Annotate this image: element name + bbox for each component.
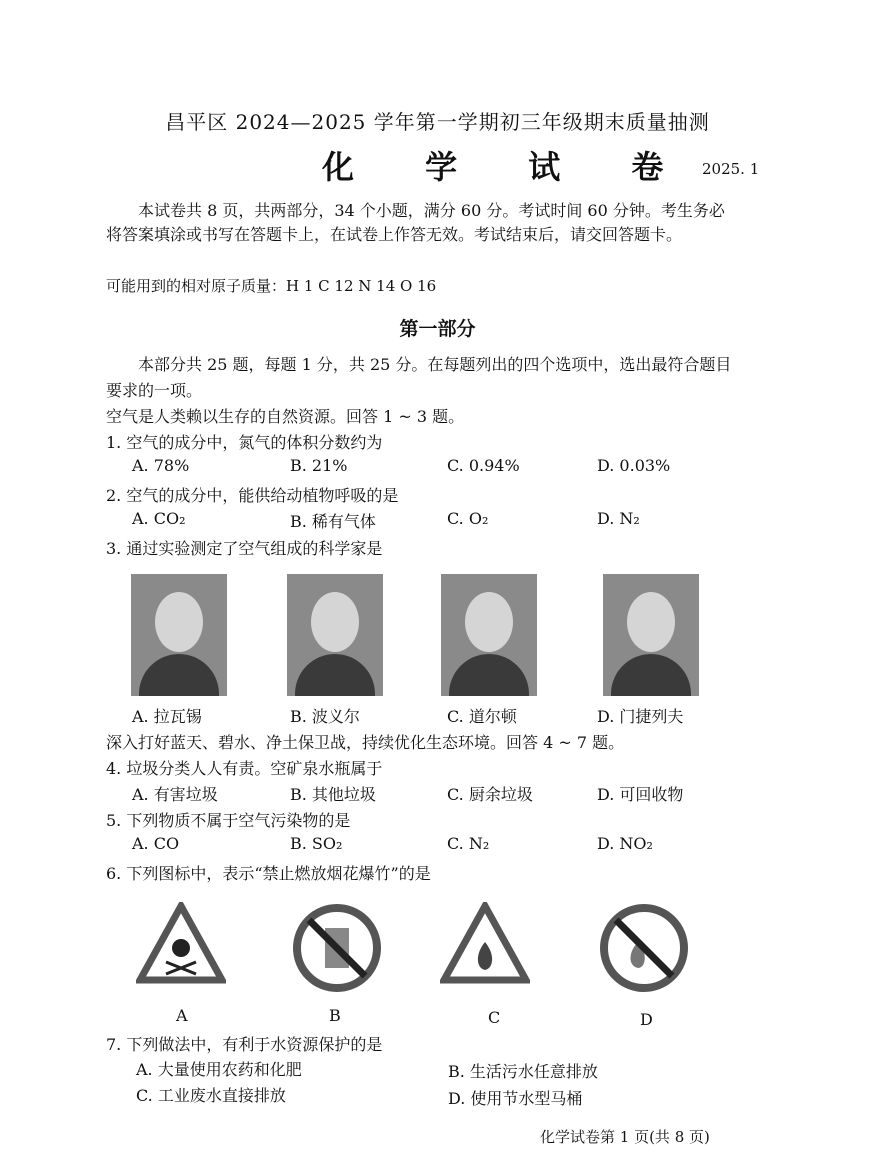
sign-label-a: A: [176, 1006, 188, 1025]
q4-option-c: C. 厨余垃圾: [447, 785, 533, 804]
q7-stem: 7. 下列做法中，有利于水资源保护的是: [106, 1035, 383, 1054]
toxic-warning-sign: [136, 902, 226, 984]
sign-label-b: B: [329, 1006, 341, 1025]
no-open-flame-sign: [598, 902, 690, 994]
q5-option-a: A. CO: [132, 834, 180, 853]
q2-option-c: C. O₂: [447, 509, 489, 528]
skull-icon: [172, 939, 190, 957]
page-footer: 化学试卷第 1 页(共 8 页): [540, 1128, 710, 1146]
q4-stem: 4. 垃圾分类人人有责。空矿泉水瓶属于: [106, 759, 383, 778]
q3-option-a: A. 拉瓦锡: [132, 707, 202, 726]
exam-date: 2025. 1: [702, 160, 760, 178]
q7-option-c: C. 工业废水直接排放: [136, 1086, 286, 1105]
portrait-lavoisier: [131, 574, 227, 696]
q1-option-c: C. 0.94%: [447, 456, 520, 475]
intro-line-1: 本试卷共 8 页，共两部分，34 个小题，满分 60 分。考试时间 60 分钟。考生务必: [138, 201, 725, 220]
q2-option-b: B. 稀有气体: [290, 512, 376, 531]
q3-option-b: B. 波义尔: [290, 707, 360, 726]
q3-stem: 3. 通过实验测定了空气组成的科学家是: [106, 539, 383, 558]
q7-option-a: A. 大量使用农药和化肥: [136, 1060, 302, 1079]
subject-title: 化 学 试 卷: [322, 148, 694, 186]
no-fireworks-sign: [291, 902, 383, 994]
flammable-warning-sign: [440, 902, 530, 984]
part-one-desc-2: 要求的一项。: [106, 381, 203, 400]
q5-option-c: C. N₂: [447, 834, 490, 853]
q6-stem: 6. 下列图标中，表示“禁止燃放烟花爆竹”的是: [106, 864, 431, 883]
q2-option-a: A. CO₂: [132, 509, 186, 528]
portrait-mendeleev: [603, 574, 699, 696]
q1-option-d: D. 0.03%: [597, 456, 671, 475]
portrait-dalton: [441, 574, 537, 696]
q4-option-b: B. 其他垃圾: [290, 785, 376, 804]
q2-option-d: D. N₂: [597, 509, 640, 528]
q5-stem: 5. 下列物质不属于空气污染物的是: [106, 811, 351, 830]
portrait-boyle: [287, 574, 383, 696]
q1-stem: 1. 空气的成分中，氮气的体积分数约为: [106, 433, 383, 452]
q5-option-d: D. NO₂: [597, 834, 653, 853]
q3-option-d: D. 门捷列夫: [597, 707, 684, 726]
part-one-title: 第一部分: [399, 318, 476, 340]
atomic-mass-line: 可能用到的相对原子质量：H 1 C 12 N 14 O 16: [106, 277, 437, 295]
q7-option-d: D. 使用节水型马桶: [448, 1089, 583, 1108]
sign-label-c: C: [488, 1008, 501, 1027]
q1-option-a: A. 78%: [132, 456, 190, 475]
q2-stem: 2. 空气的成分中，能供给动植物呼吸的是: [106, 486, 399, 505]
exam-title: 昌平区 2024—2025 学年第一学期初三年级期末质量抽测: [165, 110, 710, 134]
q1-option-b: B. 21%: [290, 456, 348, 475]
q4-option-d: D. 可回收物: [597, 785, 684, 804]
group-2-intro: 深入打好蓝天、碧水、净土保卫战，持续优化生态环境。回答 4 ~ 7 题。: [106, 733, 625, 752]
q7-option-b: B. 生活污水任意排放: [448, 1062, 598, 1081]
q5-option-b: B. SO₂: [290, 834, 343, 853]
intro-line-2: 将答案填涂或书写在答题卡上，在试卷上作答无效。考试结束后，请交回答题卡。: [106, 225, 683, 244]
part-one-desc-1: 本部分共 25 题，每题 1 分，共 25 分。在每题列出的四个选项中，选出最符合题目: [138, 355, 732, 374]
group-1-intro: 空气是人类赖以生存的自然资源。回答 1 ~ 3 题。: [106, 407, 465, 426]
sign-label-d: D: [640, 1010, 653, 1029]
q4-option-a: A. 有害垃圾: [132, 785, 218, 804]
q3-option-c: C. 道尔顿: [447, 707, 517, 726]
